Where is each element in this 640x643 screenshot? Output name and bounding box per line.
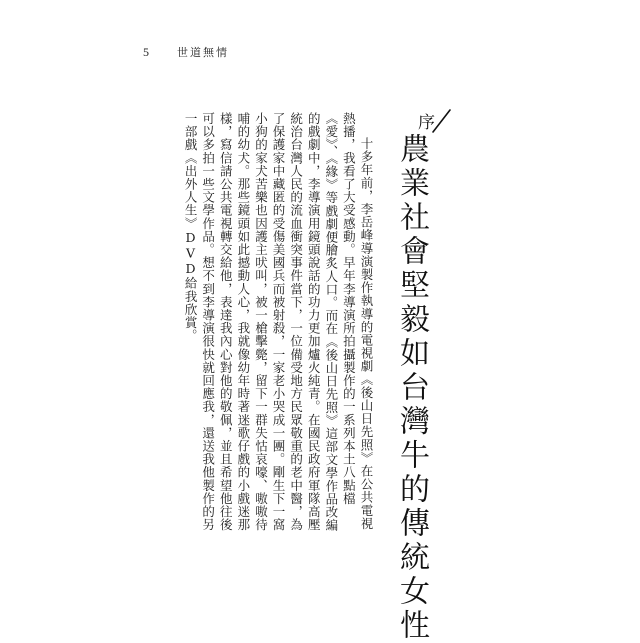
chapter-prefix: 序 [418,113,435,133]
page-number: 5 [143,45,149,59]
chapter-title: 農業社會堅毅如台灣牛的傳統女性 [394,133,429,643]
paragraph: 十多年前，李岳峰導演製作執導的電視劇《後山日先照》在公共電視熱播，我看了大受感動。早年李導演所拍攝製作的一系列本土八點檔《愛》、《緣》等戲劇便膾炙人口。而在《後山日先照》這部文學作品改編的戲劇中，李導演用鏡頭說話的功力更加爐火純青。在國民政府軍隊高壓統治台灣人民的流血衝突事件當下，一位備受地方民眾敬重的老中醫，為了保護家中藏匿的受傷美國兵而被射殺，一家老小哭成一團。剛生下一窩小狗的家犬苦樂也因護主吠叫，被一槍擊斃，留下一群失怙哀嚎、嗷嗷待哺的幼犬。那些鏡頭如此撼動人心，我就像幼年時著迷歌仔戲的小戲迷那樣，寫信請公共電視轉交給他，表達我內心對他的敬佩，並且希望他往後可以多拍一些文學作品。想不到李導演很快就回應我，還送我他製作的另一部戲《出外人生》DVD給我欣賞。 [183,112,374,532]
body-text [143,112,375,532]
title-slash-ornament [430,108,452,134]
running-title: 世道無情 [177,46,229,59]
running-header [143,44,229,60]
